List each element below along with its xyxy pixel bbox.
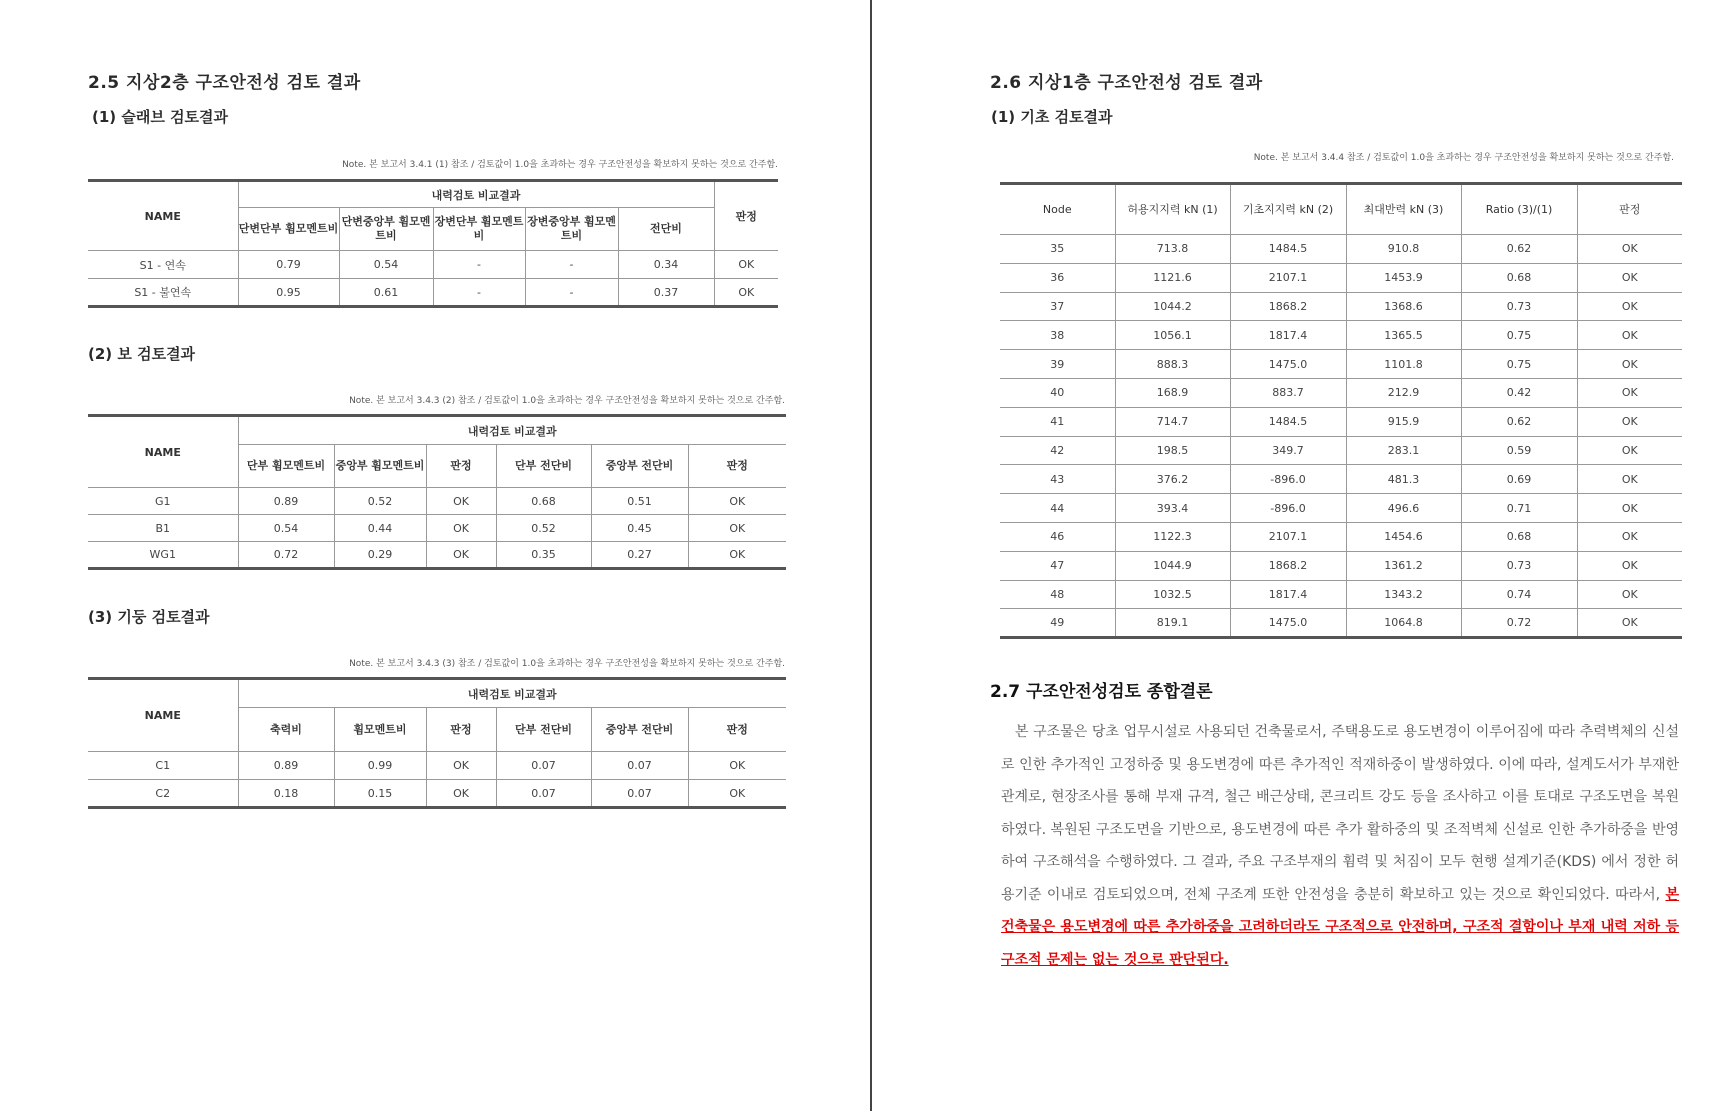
table-cell: -896.0 [1230,494,1346,523]
table-row [1000,350,1682,379]
table-cell: 0.99 [334,752,426,780]
table-cell: 1868.2 [1230,551,1346,580]
summary-conclusion: 본 건축물은 용도변경에 따른 추가하중을 고려하더라도 구조적으로 안전하며, 구조적 결함이나 부재 내력 저하 등 구조적 문제는 없는 것으로 판단된다. [1001,886,1679,968]
table-cell: 376.2 [1115,465,1230,494]
table-cell: 1475.0 [1230,350,1346,379]
table-cell: WG1 [88,542,238,569]
table-cell: 1453.9 [1346,263,1461,292]
table-cell: 0.51 [591,488,688,515]
foundation-body [1000,235,1682,638]
slab-header-col: 장변중앙부 휨모멘트비 [525,208,618,251]
slab-review-title: (1) 슬래브 검토결과 [92,108,229,126]
column-header-col: 단부 전단비 [496,708,591,752]
table-cell: 0.18 [238,780,334,808]
column-note: Note. 본 보고서 3.4.3 (3) 참조 / 검토값이 1.0을 초과하는 경우 구조안전성을 확보하지 못하는 것으로 간주함. [349,659,785,669]
table-cell: 0.69 [1461,465,1577,494]
slab-header-col: 단변중앙부 휨모멘트비 [339,208,433,251]
table-row [1000,321,1682,350]
table-cell: OK [426,752,496,780]
table-cell: 36 [1000,263,1115,292]
table-cell: 0.35 [496,542,591,569]
table-cell: 481.3 [1346,465,1461,494]
table-cell: 0.54 [339,251,433,279]
table-row [88,780,786,808]
table-cell: 1484.5 [1230,407,1346,436]
slab-note: Note. 본 보고서 3.4.1 (1) 참조 / 검토값이 1.0을 초과하는 경우 구조안전성을 확보하지 못하는 것으로 간주함. [342,160,778,170]
table-cell: 41 [1000,407,1115,436]
table-cell: 1044.2 [1115,292,1230,321]
table-cell: 0.73 [1461,292,1577,321]
table-cell: 0.34 [618,251,714,279]
table-cell: 0.89 [238,488,334,515]
table-cell: 0.54 [238,515,334,542]
table-row [1000,551,1682,580]
table-cell: 43 [1000,465,1115,494]
table-row [1000,465,1682,494]
table-cell: OK [688,752,786,780]
table-cell: OK [1577,580,1682,609]
table-cell: OK [1577,378,1682,407]
table-cell: 888.3 [1115,350,1230,379]
table-cell: 35 [1000,235,1115,264]
table-cell: 38 [1000,321,1115,350]
table-cell: 0.29 [334,542,426,569]
table-cell: 0.45 [591,515,688,542]
table-cell: OK [1577,321,1682,350]
table-cell: 915.9 [1346,407,1461,436]
column-header-group: 내력검토 비교결과 [238,679,786,708]
table-cell: OK [426,542,496,569]
foundation-review-title: (1) 기초 검토결과 [991,108,1113,126]
column-header-col: 휨모멘트비 [334,708,426,752]
table-row [1000,292,1682,321]
beam-review-title: (2) 보 검토결과 [88,345,196,363]
slab-header-name: NAME [88,181,238,251]
table-cell: OK [1577,235,1682,264]
table-cell: 0.71 [1461,494,1577,523]
table-cell: 1121.6 [1115,263,1230,292]
table-cell: OK [426,780,496,808]
table-cell: 0.68 [1461,522,1577,551]
slab-header-group: 내력검토 비교결과 [238,181,714,208]
table-cell: 47 [1000,551,1115,580]
table-row [1000,494,1682,523]
table-cell: 1484.5 [1230,235,1346,264]
slab-header-col: 장변단부 휨모멘트비 [433,208,525,251]
beam-table [88,414,786,570]
slab-header-col: 전단비 [618,208,714,251]
foundation-header-reaction: 최대반력 kN (3) [1346,184,1461,235]
table-cell: 0.72 [238,542,334,569]
table-cell: 0.62 [1461,235,1577,264]
beam-header-group: 내력검토 비교결과 [238,416,786,445]
table-cell: -896.0 [1230,465,1346,494]
summary-body: 본 구조물은 당초 업무시설로 사용되던 건축물로서, 주택용도로 용도변경이 이루어짐에 따라 추력벽체의 신설로 인한 추가적인 고정하중 및 용도변경에 따른 추가적인 적재하중이 발생하였다. 이에 따라, 설계도서가 부재한 관계로, 현장조사를 통해 부재 규격, 철근 배근상태, 콘크리트 강도 등을 조사하고 이를 토대로 구조도면을 복원하였다. 복원된 구조도면을 기반으로, 용도변경에 따른 추가 활하중의 및 조적벽체 신설로 인한 추가하중을 반영하여 구조해석을 수행하였다. 그 결과, 주요 구조부재의 휨력 및 처짐이 모두 현행 설계기준(KDS) 에서 정한 허용기준 이내로 검토되었으며, 전체 구조계 또한 안전성을 충분히 확보하고 있는 것으로 확인되었다. 따라서, [1001,724,1679,903]
table-row [88,488,786,515]
table-cell: 168.9 [1115,378,1230,407]
table-cell: OK [1577,350,1682,379]
beam-header-col: 중앙부 휨모멘트비 [334,445,426,488]
table-cell: OK [1577,551,1682,580]
table-cell: 1361.2 [1346,551,1461,580]
table-cell: 48 [1000,580,1115,609]
slab-header-judge: 판정 [714,181,778,251]
table-cell: 0.59 [1461,436,1577,465]
table-row [88,752,786,780]
table-row [1000,580,1682,609]
table-cell: 212.9 [1346,378,1461,407]
beam-header-col: 단부 전단비 [496,445,591,488]
beam-note: Note. 본 보고서 3.4.3 (2) 참조 / 검토값이 1.0을 초과하는 경우 구조안전성을 확보하지 못하는 것으로 간주함. [349,396,785,406]
table-cell: OK [1577,494,1682,523]
column-review-title: (3) 기둥 검토결과 [88,608,210,626]
table-cell: 1056.1 [1115,321,1230,350]
table-cell: OK [426,515,496,542]
table-cell: OK [1577,609,1682,638]
table-row [88,251,778,279]
table-cell: 0.07 [496,752,591,780]
table-cell: OK [714,251,778,279]
table-cell: OK [688,515,786,542]
table-cell: 2107.1 [1230,263,1346,292]
table-cell: 349.7 [1230,436,1346,465]
table-cell: 0.89 [238,752,334,780]
table-cell: 1817.4 [1230,580,1346,609]
table-cell: 0.07 [591,780,688,808]
table-cell: 1475.0 [1230,609,1346,638]
foundation-table [1000,182,1682,639]
table-cell: - [525,251,618,279]
table-cell: 39 [1000,350,1115,379]
table-cell: 46 [1000,522,1115,551]
table-cell: 1064.8 [1346,609,1461,638]
summary-title: 2.7 구조안전성검토 종합결론 [990,682,1213,702]
table-cell: 0.44 [334,515,426,542]
table-cell: 0.37 [618,279,714,307]
column-header-col: 중앙부 전단비 [591,708,688,752]
table-cell: 0.95 [238,279,339,307]
table-cell: 198.5 [1115,436,1230,465]
foundation-header-node: Node [1000,184,1115,235]
section-title-2-6: 2.6 지상1층 구조안전성 검토 결과 [990,73,1263,93]
table-cell: OK [1577,407,1682,436]
table-cell: 40 [1000,378,1115,407]
table-row [88,542,786,569]
table-cell: 1817.4 [1230,321,1346,350]
table-cell: 37 [1000,292,1115,321]
table-cell: OK [1577,292,1682,321]
table-cell: 0.62 [1461,407,1577,436]
table-row [88,515,786,542]
table-row [1000,378,1682,407]
table-cell: 1365.5 [1346,321,1461,350]
table-cell: C2 [88,780,238,808]
table-cell: 496.6 [1346,494,1461,523]
table-cell: 1101.8 [1346,350,1461,379]
table-cell: 713.8 [1115,235,1230,264]
table-cell: OK [1577,436,1682,465]
table-cell: S1 - 불연속 [88,279,238,307]
table-cell: 49 [1000,609,1115,638]
slab-header-col: 단변단부 휨모멘트비 [238,208,339,251]
foundation-header-allowable: 허용지지력 kN (1) [1115,184,1230,235]
foundation-header-bearing: 기초지지력 kN (2) [1230,184,1346,235]
foundation-note: Note. 본 보고서 3.4.4 참조 / 검토값이 1.0을 초과하는 경우 구조안전성을 확보하지 못하는 것으로 간주함. [1253,153,1674,163]
table-cell: - [525,279,618,307]
beam-header-col: 판정 [688,445,786,488]
page-divider [870,0,872,1111]
table-cell: OK [688,780,786,808]
summary-paragraph [1001,716,1679,976]
table-cell: OK [426,488,496,515]
table-cell: 0.72 [1461,609,1577,638]
table-cell: OK [688,488,786,515]
table-cell: 0.07 [591,752,688,780]
table-cell: 0.74 [1461,580,1577,609]
table-cell: OK [1577,465,1682,494]
table-cell: 0.68 [496,488,591,515]
table-cell: 0.68 [1461,263,1577,292]
table-cell: 0.73 [1461,551,1577,580]
slab-table [88,179,778,308]
column-header-col: 축력비 [238,708,334,752]
table-cell: 0.15 [334,780,426,808]
table-row [88,279,778,307]
column-header-name: NAME [88,679,238,752]
beam-header-col: 판정 [426,445,496,488]
table-cell: 0.61 [339,279,433,307]
table-cell: 1868.2 [1230,292,1346,321]
table-cell: 1454.6 [1346,522,1461,551]
column-header-col: 판정 [426,708,496,752]
beam-header-col: 단부 휨모멘트비 [238,445,334,488]
table-cell: 819.1 [1115,609,1230,638]
foundation-header-ratio: Ratio (3)/(1) [1461,184,1577,235]
table-cell: OK [714,279,778,307]
table-cell: 0.07 [496,780,591,808]
table-cell: 0.79 [238,251,339,279]
table-cell: 1122.3 [1115,522,1230,551]
table-cell: C1 [88,752,238,780]
table-cell: 910.8 [1346,235,1461,264]
beam-header-col: 중앙부 전단비 [591,445,688,488]
table-cell: 0.42 [1461,378,1577,407]
table-cell: 1343.2 [1346,580,1461,609]
table-cell: 1032.5 [1115,580,1230,609]
table-cell: OK [688,542,786,569]
table-cell: S1 - 연속 [88,251,238,279]
table-cell: 2107.1 [1230,522,1346,551]
table-cell: 714.7 [1115,407,1230,436]
table-cell: - [433,279,525,307]
table-cell: 42 [1000,436,1115,465]
column-header-col: 판정 [688,708,786,752]
table-cell: OK [1577,522,1682,551]
section-title-2-5: 2.5 지상2층 구조안전성 검토 결과 [88,73,361,93]
table-cell: OK [1577,263,1682,292]
table-cell: G1 [88,488,238,515]
table-row [1000,235,1682,264]
beam-header-name: NAME [88,416,238,488]
table-cell: 0.27 [591,542,688,569]
table-row [1000,436,1682,465]
table-row [1000,522,1682,551]
table-cell: - [433,251,525,279]
table-row [1000,407,1682,436]
column-table [88,677,786,809]
table-cell: 283.1 [1346,436,1461,465]
foundation-header-judge: 판정 [1577,184,1682,235]
table-cell: 1044.9 [1115,551,1230,580]
table-cell: 44 [1000,494,1115,523]
table-cell: 0.52 [496,515,591,542]
table-cell: 0.52 [334,488,426,515]
table-cell: 1368.6 [1346,292,1461,321]
table-cell: 0.75 [1461,321,1577,350]
table-cell: 393.4 [1115,494,1230,523]
table-cell: 0.75 [1461,350,1577,379]
table-row [1000,263,1682,292]
table-cell: 883.7 [1230,378,1346,407]
table-cell: B1 [88,515,238,542]
table-row [1000,609,1682,638]
